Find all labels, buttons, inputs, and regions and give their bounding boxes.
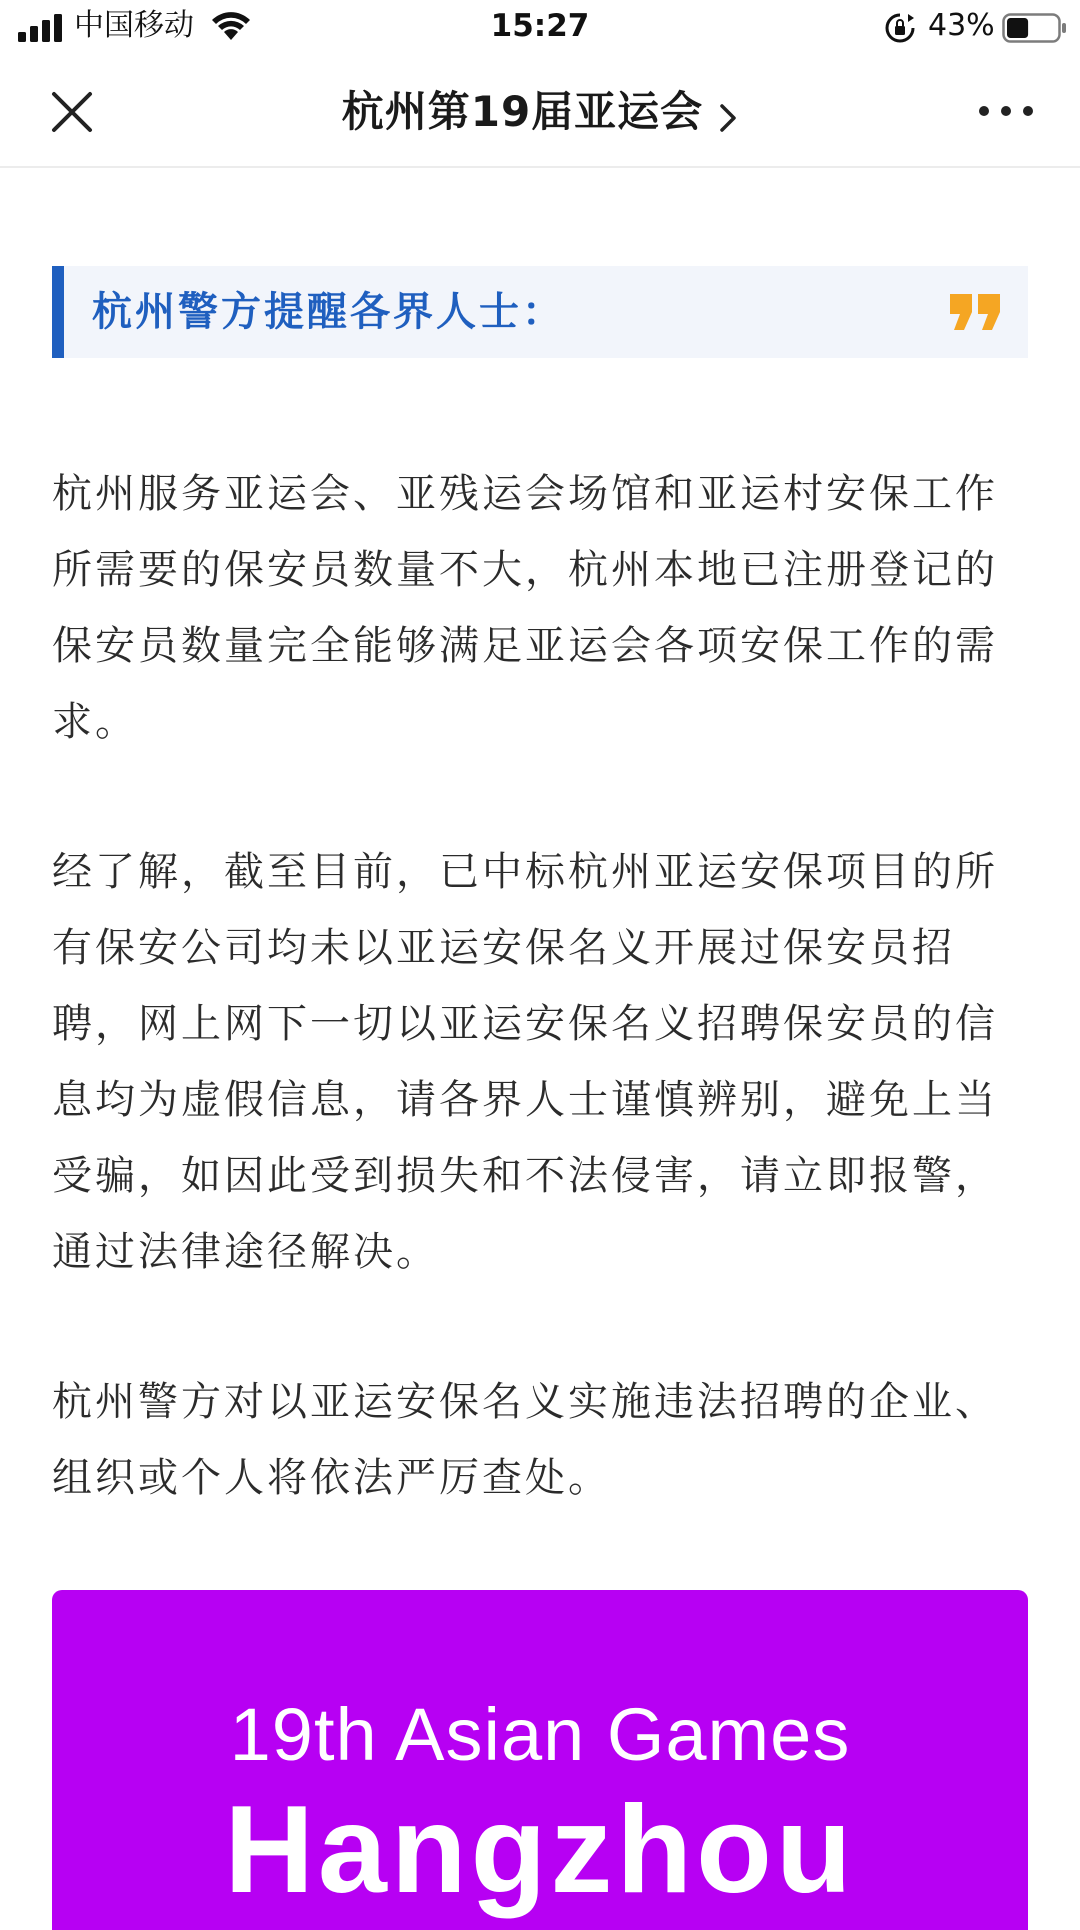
quote-accent-bar [52, 266, 64, 358]
nav-bar [0, 56, 1080, 168]
article-paragraph-2: 经了解，截至目前，已中标杭州亚运安保项目的所有保安公司均未以亚运安保名义开展过保安员招聘，网上网下一切以亚运安保名义招聘保安员的信息均为虚假信息，请各界人士谨慎辨别，避免上当受骗，如因此受到损失和不法侵害，请立即报警，通过法律途径解决。 [52, 849, 998, 1275]
battery-percentage: 43% [928, 8, 995, 43]
more-icon[interactable] [976, 96, 1036, 126]
battery-icon [1002, 12, 1068, 44]
article-paragraph-1: 杭州服务亚运会、亚残运会场馆和亚运村安保工作所需要的保安员数量不大，杭州本地已注册登记的保安员数量完全能够满足亚运会各项安保工作的需求。 [52, 471, 998, 745]
asian-games-banner [52, 1590, 1028, 1930]
carrier-name: 中国移动 [74, 8, 194, 43]
page-title: 杭州第19届亚运会 [341, 87, 704, 136]
rotation-lock-icon [884, 12, 916, 44]
clock: 15:27 [490, 8, 590, 44]
account-title-link[interactable] [200, 80, 880, 144]
close-icon[interactable] [50, 90, 94, 134]
status-bar [0, 0, 1080, 56]
quote-heading-box [52, 266, 1028, 358]
quotation-mark-icon [948, 292, 1004, 332]
chevron-right-icon [718, 102, 738, 134]
banner-title: Hangzhou [224, 1781, 856, 1919]
quote-heading: 杭州警方提醒各界人士： [92, 289, 565, 335]
article-paragraph-3: 杭州警方对以亚运安保名义实施违法招聘的企业、组织或个人将依法严厉查处。 [52, 1379, 998, 1501]
banner-subtitle: 19th Asian Games [229, 1693, 851, 1776]
